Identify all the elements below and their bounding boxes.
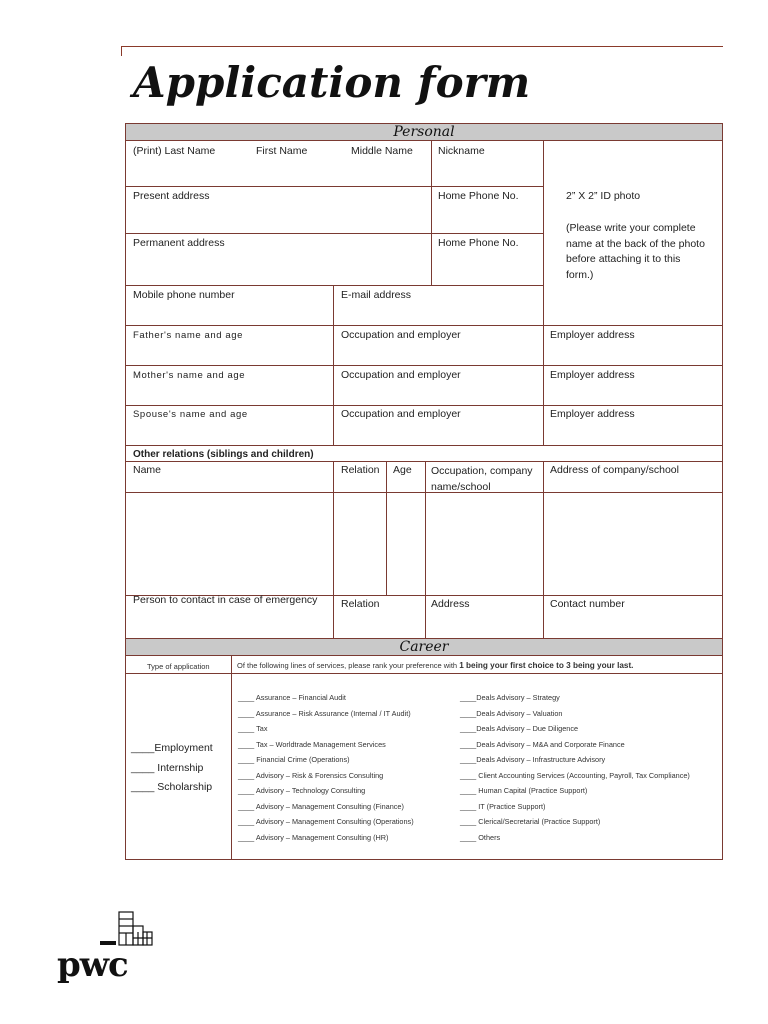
rule xyxy=(125,673,723,674)
career-heading: Career xyxy=(125,638,723,656)
father-occupation-label: Occupation and employer xyxy=(341,329,461,341)
permanent-address-label: Permanent address xyxy=(133,237,225,249)
email-label: E-mail address xyxy=(341,289,412,301)
rule xyxy=(125,186,543,187)
father-label: Father's name and age xyxy=(133,330,244,341)
spouse-occupation-label: Occupation and employer xyxy=(341,408,461,420)
rel-relation-header: Relation xyxy=(341,464,380,476)
service-option-left: ____ Advisory – Management Consulting (Operations) xyxy=(238,817,414,826)
mother-label: Mother's name and age xyxy=(133,370,246,381)
service-option-left: ____ Assurance – Risk Assurance (Internal / IT Audit) xyxy=(238,708,411,718)
application-type-option: ____ Scholarship xyxy=(131,781,213,793)
id-photo-note: (Please write your complete name at the back of the photo before attaching it to this form.) xyxy=(566,222,705,281)
mobile-label: Mobile phone number xyxy=(133,289,235,301)
service-option-left: ____ Advisory – Management Consulting (Finance) xyxy=(238,801,404,811)
service-option-right: ____Deals Advisory – Infrastructure Advisory xyxy=(460,755,606,764)
pwc-logo-mark xyxy=(96,908,158,950)
emergency-relation-label: Relation xyxy=(341,598,380,610)
top-rule xyxy=(121,46,723,47)
first-name-label: First Name xyxy=(256,145,308,157)
rule xyxy=(231,656,232,859)
service-option-right: ____Deals Advisory – Valuation xyxy=(460,708,563,718)
service-option-left: ____ Financial Crime (Operations) xyxy=(238,755,350,764)
spouse-employer-address-label: Employer address xyxy=(550,408,635,420)
rule xyxy=(386,461,387,595)
service-option-left: ____ Advisory – Technology Consulting xyxy=(238,786,366,795)
rule xyxy=(125,233,543,234)
outer-right-border xyxy=(722,141,723,860)
service-option-left: ____ Assurance – Financial Audit xyxy=(238,693,346,702)
preference-header-normal: Of the following lines of services, please rank your preference with xyxy=(237,661,460,670)
home-phone-label-1: Home Phone No. xyxy=(438,190,519,202)
rule xyxy=(125,461,723,462)
home-phone-label-2: Home Phone No. xyxy=(438,237,519,249)
middle-name-label: Middle Name xyxy=(351,145,413,157)
emergency-contact-label: Contact number xyxy=(550,598,625,610)
rule xyxy=(543,325,544,445)
service-option-left: ____ Advisory – Risk & Forensics Consulting xyxy=(238,770,384,780)
preference-header xyxy=(237,661,633,670)
emergency-address-label: Address xyxy=(431,598,470,610)
rule xyxy=(125,365,723,366)
rule xyxy=(125,405,723,406)
personal-heading: Personal xyxy=(125,123,723,141)
service-option-right: ____Deals Advisory – M&A and Corporate Finance xyxy=(460,739,625,749)
father-employer-address-label: Employer address xyxy=(550,329,635,341)
service-option-left: ____ Tax – Worldtrade Management Services xyxy=(238,739,386,749)
id-photo-label: 2” X 2” ID photo xyxy=(566,190,641,202)
rule xyxy=(425,461,426,638)
mother-occupation-label: Occupation and employer xyxy=(341,369,461,381)
form-title: Application form xyxy=(133,58,531,107)
rule xyxy=(125,445,723,446)
rule xyxy=(125,492,723,493)
rule xyxy=(333,461,334,638)
rule xyxy=(125,325,723,326)
spouse-label: Spouse's name and age xyxy=(133,409,248,420)
rule xyxy=(125,285,543,286)
preference-header-bold: 1 being your first choice to 3 being your last. xyxy=(459,661,634,670)
other-relations-label: Other relations (siblings and children) xyxy=(133,449,314,460)
rel-age-header: Age xyxy=(393,464,412,476)
type-of-application-header: Type of application xyxy=(147,662,210,671)
service-option-left: ____ Advisory – Management Consulting (HR) xyxy=(238,832,389,842)
rule xyxy=(125,859,723,860)
service-option-right: ____ Human Capital (Practice Support) xyxy=(460,786,588,795)
rel-name-header: Name xyxy=(133,464,162,476)
application-type-option: ____Employment xyxy=(131,742,213,754)
service-option-right: ____ Clerical/Secretarial (Practice Support) xyxy=(460,817,601,826)
mother-employer-address-label: Employer address xyxy=(550,369,635,381)
pwc-logo-text: pwc xyxy=(57,945,128,985)
nickname-label: Nickname xyxy=(438,145,485,157)
rel-occupation-header: Occupation, company name/school xyxy=(431,465,533,493)
service-option-right: ____Deals Advisory – Strategy xyxy=(460,693,560,702)
emergency-person-label: Person to contact in case of emergency xyxy=(133,594,318,606)
service-option-right: ____ Client Accounting Services (Accounting, Payroll, Tax Compliance) xyxy=(460,770,690,780)
service-option-right: ____ IT (Practice Support) xyxy=(460,801,546,811)
rel-address-header: Address of company/school xyxy=(550,464,679,476)
service-option-left: ____ Tax xyxy=(238,724,268,733)
outer-left-border xyxy=(125,141,126,860)
rule xyxy=(543,461,544,638)
service-option-right: ____ Others xyxy=(460,832,501,842)
present-address-label: Present address xyxy=(133,190,210,202)
rule xyxy=(333,285,334,445)
print-last-name-label: (Print) Last Name xyxy=(133,145,216,157)
service-option-right: ____Deals Advisory – Due Diligence xyxy=(460,724,579,733)
rule xyxy=(431,141,432,285)
top-rule-tick xyxy=(121,46,122,56)
application-type-option: ____ Internship xyxy=(131,761,204,774)
rule xyxy=(543,141,544,325)
